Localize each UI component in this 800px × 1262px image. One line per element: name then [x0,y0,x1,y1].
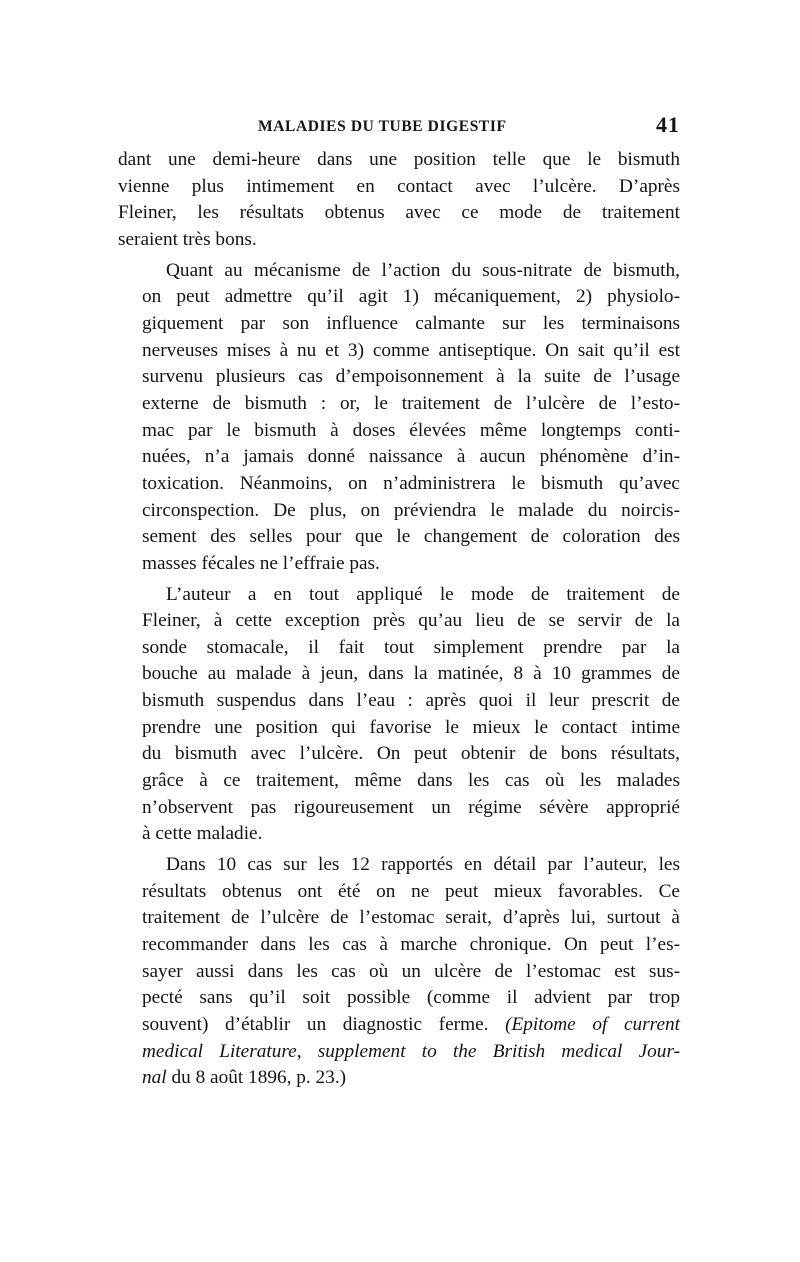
text-line: n’observent pas rigoureusement un régime sévère approprié [142,796,680,818]
citation-italic: medical Literature, supplement to the British medical Jour- [142,1040,680,1062]
text-line: mac par le bismuth à doses élevées même longtemps conti- [142,419,680,441]
text-line: bismuth suspendus dans l’eau : après quoi il leur prescrit de [142,690,680,712]
text-line: circonspection. De plus, on préviendra le malade du noircis- [142,499,680,521]
text-line [118,1012,680,1039]
text-line: nuées, n’a jamais donné naissance à aucun phénomène d’in- [142,446,680,468]
text-line: sement des selles pour que le changement de coloration des [142,526,680,548]
text-line: Quant au mécanisme de l’action du sous-nitrate de bismuth, [166,259,680,281]
text-run: souvent) d’établir un diagnostic ferme. [142,1014,489,1035]
text-line: nerveuses mises à nu et 3) comme antiseptique. On sait qu’il est [142,339,680,361]
text-line: giquement par son influence calmante sur les terminaisons [142,312,680,334]
text-line: dant une demi-heure dans une position telle que le bismuth [118,149,680,170]
text-line: Dans 10 cas sur les 12 rapportés en détail par l’auteur, les [166,854,680,876]
text-line: recommander dans les cas à marche chronique. On peut l’es- [142,934,680,956]
text-line: à cette maladie. [142,823,263,845]
text-line [118,1039,680,1066]
text-line: bouche au malade à jeun, dans la matinée, 8 à 10 grammes de [142,663,680,685]
text-line: vienne plus intimement en contact avec l’ulcère. D’après [118,175,680,197]
text-line: Fleiner, les résultats obtenus avec ce mode de traitement [118,202,680,224]
paragraph [118,258,680,578]
text-line: sonde stomacale, il fait tout simplement prendre par la [142,636,680,658]
running-head [118,112,680,142]
text-line [118,1065,680,1092]
paragraph [118,852,680,1092]
text-line: toxication. Néanmoins, on n’administrera le bismuth qu’avec [142,472,680,494]
text-line: du bismuth avec l’ulcère. On peut obtenir de bons résultats, [142,743,680,765]
paragraph [118,582,680,849]
paragraph [118,147,680,254]
text-line: Fleiner, à cette exception près qu’au lieu de se servir de la [142,610,680,632]
text-line: L’auteur a en tout appliqué le mode de traitement de [166,583,680,605]
text-line: externe de bismuth : or, le traitement de l’ulcère de l’esto- [142,392,680,414]
citation-italic: (Epitome of current [505,1014,680,1035]
citation-date: du 8 août 1896, p. 23.) [171,1067,347,1089]
text-line: prendre une position qui favorise le mieux le contact intime [142,716,680,738]
body-text [118,147,680,1096]
page-number: 41 [656,112,680,137]
text-line: traitement de l’ulcère de l’estomac serait, d’après lui, surtout à [142,907,680,929]
text-line: grâce à ce traitement, même dans les cas où les malades [142,770,680,792]
text-line: sayer aussi dans les cas où un ulcère de l’estomac est sus- [142,960,680,982]
citation-italic: nal [142,1067,167,1089]
text-line: on peut admettre qu’il agit 1) mécaniquement, 2) physiolo- [142,286,680,308]
running-title: MALADIES DU TUBE DIGESTIF [258,118,507,135]
text-line: pecté sans qu’il soit possible (comme il advient par trop [142,987,680,1009]
text-line: seraient très bons. [118,228,257,250]
text-line: masses fécales ne l’effraie pas. [142,552,380,574]
text-line: résultats obtenus ont été on ne peut mieux favorables. Ce [142,880,680,902]
text-line: survenu plusieurs cas d’empoisonnement à la suite de l’usage [142,366,680,388]
